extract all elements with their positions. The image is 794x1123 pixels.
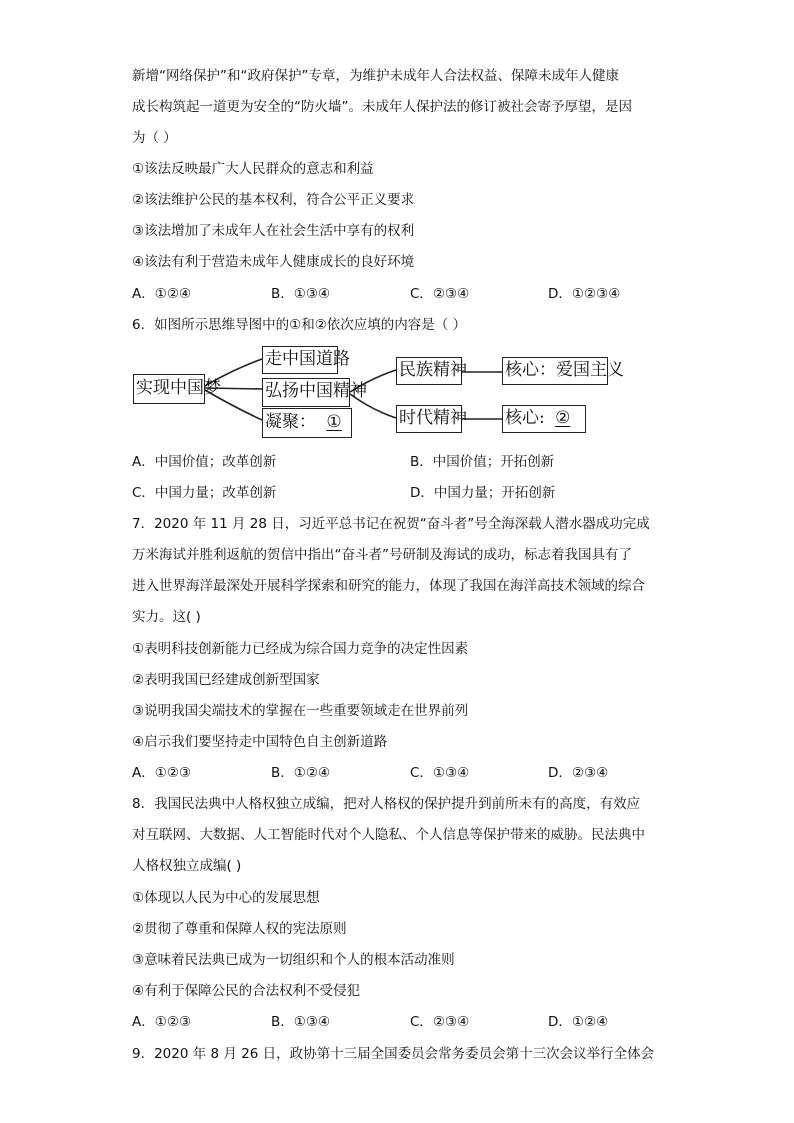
paragraph-line: 新增“网络保护”和“政府保护”专章，为维护未成年人合法权益、保障未成年人健康	[132, 68, 619, 84]
answer-option-b: B．①③④	[271, 286, 331, 302]
mind-map-root: 实现中国梦	[133, 374, 205, 404]
question-stem: 对互联网、大数据、人工智能时代对个人隐私、个人信息等保护带来的威胁。民法典中	[132, 827, 645, 843]
statement-item: ②贯彻了尊重和保障人权的宪法原则	[132, 921, 347, 937]
answer-option-d: D．中国力量；开拓创新	[410, 485, 556, 501]
mind-map-sub-node: 时代精神	[396, 405, 462, 433]
mind-map-branch-blank-1	[262, 408, 352, 438]
blank-prefix: 核心:	[505, 408, 545, 428]
answer-option-c: C．②③④	[410, 1014, 470, 1030]
question-stem: 7．2020 年 11 月 28 日，习近平总书记在祝贺“奋斗者”号全海深载人潜水器成功完成	[132, 516, 650, 532]
mind-map-core-node-blank-2	[502, 405, 586, 433]
answer-option-a: A．①②③	[132, 765, 192, 781]
question-stem: 万米海试并胜利返航的贺信中指出“奋斗者”号研制及海试的成功，标志着我国具有了	[132, 547, 632, 563]
mind-map-branch: 走中国道路	[262, 346, 338, 374]
paragraph-line: 为（ ）	[132, 130, 177, 146]
question-stem: 9．2020 年 8 月 26 日，政协第十三届全国委员会常务委员会第十三次会议举行全体会	[132, 1046, 655, 1062]
statement-item: ①该法反映最广大人民群众的意志和利益	[132, 161, 374, 177]
answer-option-c: C．①③④	[410, 765, 470, 781]
statement-item: ③该法增加了未成年人在社会生活中享有的权利	[132, 223, 415, 239]
paragraph-line: 成长构筑起一道更为安全的“防火墙”。未成年人保护法的修订被社会寄予厚望，是因	[132, 99, 632, 115]
question-stem: 6．如图所示思维导图中的①和②依次应填的内容是（ ）	[132, 317, 467, 333]
blank-number-2: ②	[555, 408, 571, 428]
answer-option-b: B．中国价值；开拓创新	[410, 454, 555, 470]
statement-item: ③说明我国尖端技术的掌握在一些重要领域走在世界前列	[132, 703, 469, 719]
mind-map-sub-node: 民族精神	[396, 357, 462, 385]
statement-item: ④有利于保障公民的合法权利不受侵犯	[132, 983, 361, 999]
answer-option-a: A．中国价值；改革创新	[132, 454, 277, 470]
statement-item: ①体现以人民为中心的发展思想	[132, 890, 320, 906]
answer-option-a: A．①②④	[132, 286, 192, 302]
question-stem: 实力。这( )	[132, 609, 201, 625]
statement-item: ③意味着民法典已成为一切组织和个人的根本活动准则	[132, 952, 455, 968]
answer-option-b: B．①②④	[271, 765, 331, 781]
statement-item: ④该法有利于营造未成年人健康成长的良好环境	[132, 254, 415, 270]
mind-map-core-node: 核心：爱国主义	[502, 357, 608, 385]
statement-item: ②表明我国已经建成创新型国家	[132, 672, 320, 688]
blank-prefix: 凝聚：	[265, 412, 316, 432]
statement-item: ④启示我们要坚持走中国特色自主创新道路	[132, 734, 388, 750]
question-stem: 进入世界海洋最深处开展科学探索和研究的能力，体现了我国在海洋高技术领域的综合	[132, 578, 645, 594]
question-stem: 人格权独立成编( )	[132, 858, 242, 874]
answer-option-d: D．②③④	[548, 765, 609, 781]
mind-map-branch: 弘扬中国精神	[262, 378, 350, 407]
answer-option-c: C．②③④	[410, 286, 470, 302]
question-stem: 8．我国民法典中人格权独立成编，把对人格权的保护提升到前所未有的高度，有效应	[132, 796, 641, 812]
answer-option-b: B．①③④	[271, 1014, 331, 1030]
blank-number-1: ①	[326, 412, 342, 432]
answer-option-a: A．①②③	[132, 1014, 192, 1030]
answer-option-d: D．①②④	[548, 1014, 609, 1030]
answer-option-c: C．中国力量；改革创新	[132, 485, 277, 501]
statement-item: ②该法维护公民的基本权利，符合公平正义要求	[132, 192, 415, 208]
statement-item: ①表明科技创新能力已经成为综合国力竞争的决定性因素	[132, 641, 469, 657]
answer-option-d: D．①②③④	[548, 286, 621, 302]
